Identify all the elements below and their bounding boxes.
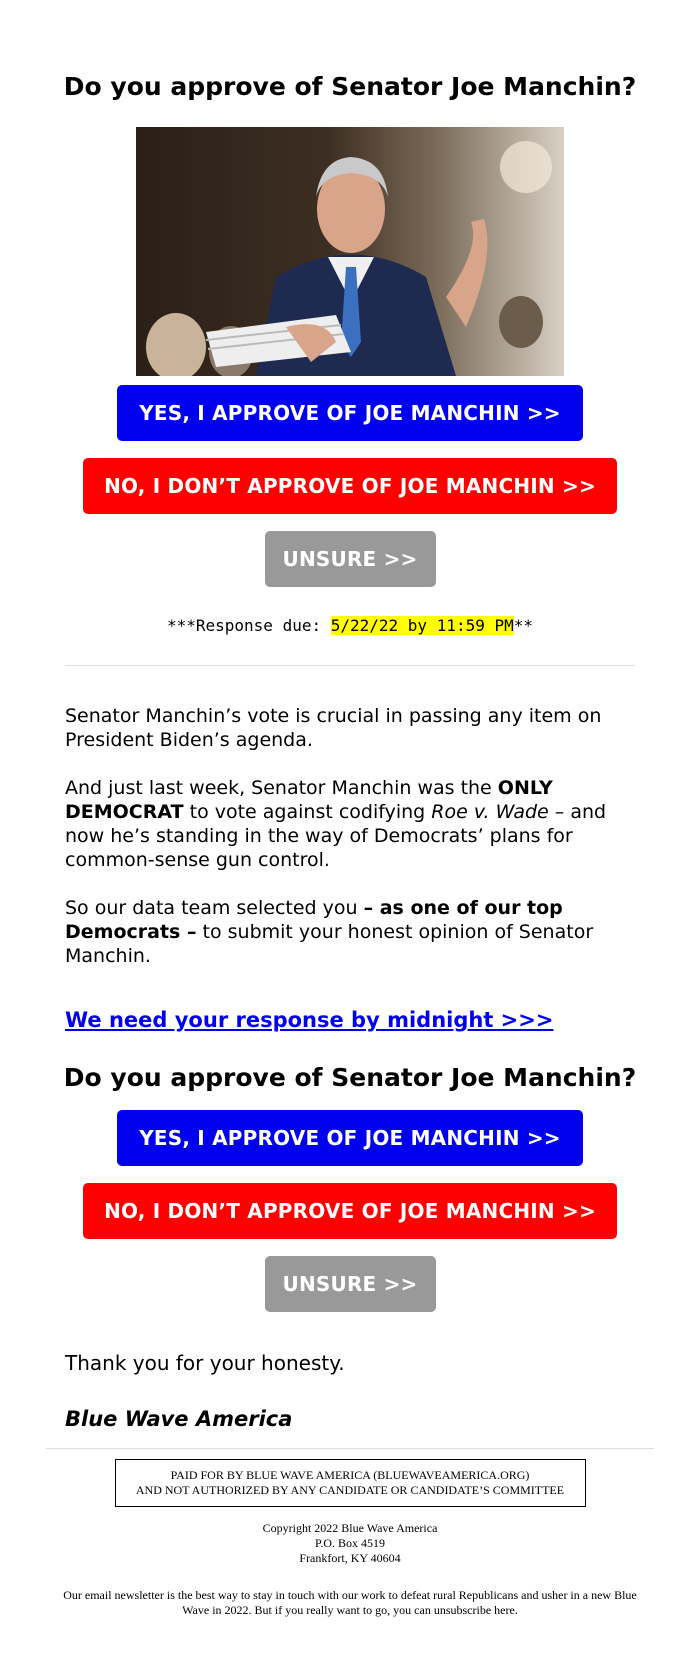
unsure-button-bottom[interactable]: UNSURE >> (265, 1256, 436, 1312)
question-title-top: Do you approve of Senator Joe Manchin? (63, 72, 637, 101)
city-state-zip: Frankfort, KY 40604 (299, 1551, 401, 1565)
p3-text-a: So our data team selected you (65, 897, 364, 919)
due-prefix: ***Response due: (166, 616, 331, 635)
paragraph-3 (65, 896, 635, 968)
due-deadline-highlight: 5/22/22 by 11:59 PM (330, 616, 514, 635)
paid-for-disclaimer (115, 1459, 586, 1507)
p3-bold: – as one of our top Democrats – (65, 897, 563, 943)
p2-text-c: – and now he’s standing in the way of Democrats’ plans for common-sense gun control. (65, 801, 607, 871)
due-suffix: ** (513, 616, 534, 635)
senator-photo-illustration (136, 127, 564, 376)
unsure-button-top[interactable]: UNSURE >> (265, 531, 436, 587)
p3-text-b: to submit your honest opinion of Senator Manchin. (65, 921, 594, 967)
message-body (65, 704, 635, 968)
p2-text-a: And just last week, Senator Manchin was the (65, 777, 498, 799)
paragraph-2 (65, 776, 635, 872)
senator-photo[interactable] (136, 127, 564, 376)
copyright-block (0, 1521, 700, 1566)
divider (65, 665, 635, 666)
po-box: P.O. Box 4519 (314, 1536, 385, 1550)
question-title-bottom: Do you approve of Senator Joe Manchin? (63, 1063, 637, 1092)
disclaimer-line-1: PAID FOR BY BLUE WAVE AMERICA (BLUEWAVEAMERICA.ORG) (170, 1468, 530, 1482)
footer-divider (46, 1448, 654, 1449)
paragraph-1: Senator Manchin’s vote is crucial in passing any item on President Biden’s agenda. (65, 705, 602, 751)
response-link[interactable]: We need your response by midnight >>> (65, 1008, 554, 1032)
p2-text-b: to vote against codifying (183, 801, 432, 823)
p2-bold: ONLY DEMOCRAT (65, 777, 553, 823)
signature: Blue Wave America (65, 1407, 293, 1431)
thanks-text: Thank you for your honesty. (65, 1351, 345, 1375)
approve-button-bottom[interactable]: YES, I APPROVE OF JOE MANCHIN >> (117, 1110, 583, 1166)
newsletter-text-b: . (514, 1603, 518, 1617)
newsletter-note (55, 1588, 645, 1618)
approve-button-top[interactable]: YES, I APPROVE OF JOE MANCHIN >> (117, 385, 583, 441)
newsletter-text-a: Our email newsletter is the best way to stay in touch with our work to defeat rural Republicans and usher in a new Blue Wave in 2022. But if you really want to go, you can (63, 1588, 637, 1617)
disapprove-button-bottom[interactable]: NO, I DON’T APPROVE OF JOE MANCHIN >> (83, 1183, 617, 1239)
copyright-text: Copyright 2022 Blue Wave America (262, 1521, 438, 1535)
disapprove-button-top[interactable]: NO, I DON’T APPROVE OF JOE MANCHIN >> (83, 458, 617, 514)
p2-italic: Roe v. Wade (431, 801, 549, 823)
disclaimer-line-2: AND NOT AUTHORIZED BY ANY CANDIDATE OR CANDIDATE’S COMMITTEE (135, 1483, 565, 1497)
response-due (0, 615, 700, 637)
unsubscribe-link[interactable]: unsubscribe here (433, 1603, 515, 1617)
